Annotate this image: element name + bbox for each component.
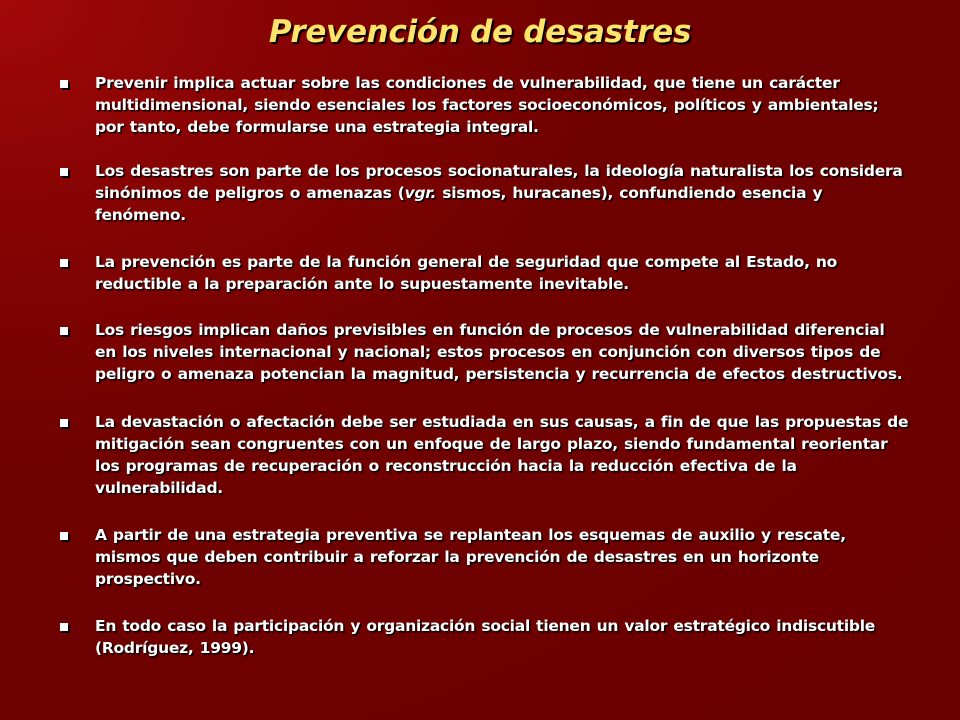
list-item — [60, 160, 910, 226]
square-bullet-icon — [60, 623, 68, 631]
bullet-text-italic: vgr. — [404, 184, 437, 202]
bullet-text — [95, 160, 910, 226]
bullet-text: Prevenir implica actuar sobre las condiciones de vulnerabilidad, que tiene un carácter multidimensional, siendo esenciales los factores socioeconómicos, políticos y ambientales; por tanto, debe formularse una estrategia integral. — [95, 74, 879, 136]
slide-title: Prevención de desastres — [268, 14, 692, 50]
list-item — [60, 524, 910, 590]
square-bullet-icon — [60, 168, 68, 176]
list-item — [60, 411, 910, 499]
bullet-list — [60, 72, 910, 659]
square-bullet-icon — [60, 419, 68, 427]
list-item — [60, 615, 910, 659]
bullet-text-part: Los desastres son parte de los procesos socionaturales, la ideología naturalista los considera sinónimos de peligros o amenazas ( — [95, 162, 903, 202]
list-item — [60, 251, 910, 295]
bullet-text: A partir de una estrategia preventiva se replantean los esquemas de auxilio y rescate, mismos que deben contribuir a reforzar la prevención de desastres en un horizonte prospectivo. — [95, 526, 846, 588]
bullet-text: Los riesgos implican daños previsibles en función de procesos de vulnerabilidad diferencial en los niveles internacional y nacional; estos procesos en conjunción con diversos tipos de peligro o amenaza potencian la magnitud, persistencia y recurrencia de efectos destructivos. — [95, 321, 903, 383]
bullet-text: En todo caso la participación y organización social tienen un valor estratégico indiscutible (Rodríguez, 1999). — [95, 617, 876, 657]
square-bullet-icon — [60, 80, 68, 88]
square-bullet-icon — [60, 327, 68, 335]
bullet-text: La devastación o afectación debe ser estudiada en sus causas, a fin de que las propuestas de mitigación sean congruentes con un enfoque de largo plazo, siendo fundamental reorientar los programas de recuperación o reconstrucción hacia la reducción efectiva de la vulnerabilidad. — [95, 413, 909, 497]
list-item — [60, 319, 910, 385]
square-bullet-icon — [60, 259, 68, 267]
list-item — [60, 72, 910, 138]
bullet-text: La prevención es parte de la función general de seguridad que compete al Estado, no reductible a la preparación ante lo supuestamente inevitable. — [95, 253, 838, 293]
bullet-text-part: sismos, huracanes), confundiendo esencia y fenómeno. — [95, 184, 823, 224]
square-bullet-icon — [60, 532, 68, 540]
